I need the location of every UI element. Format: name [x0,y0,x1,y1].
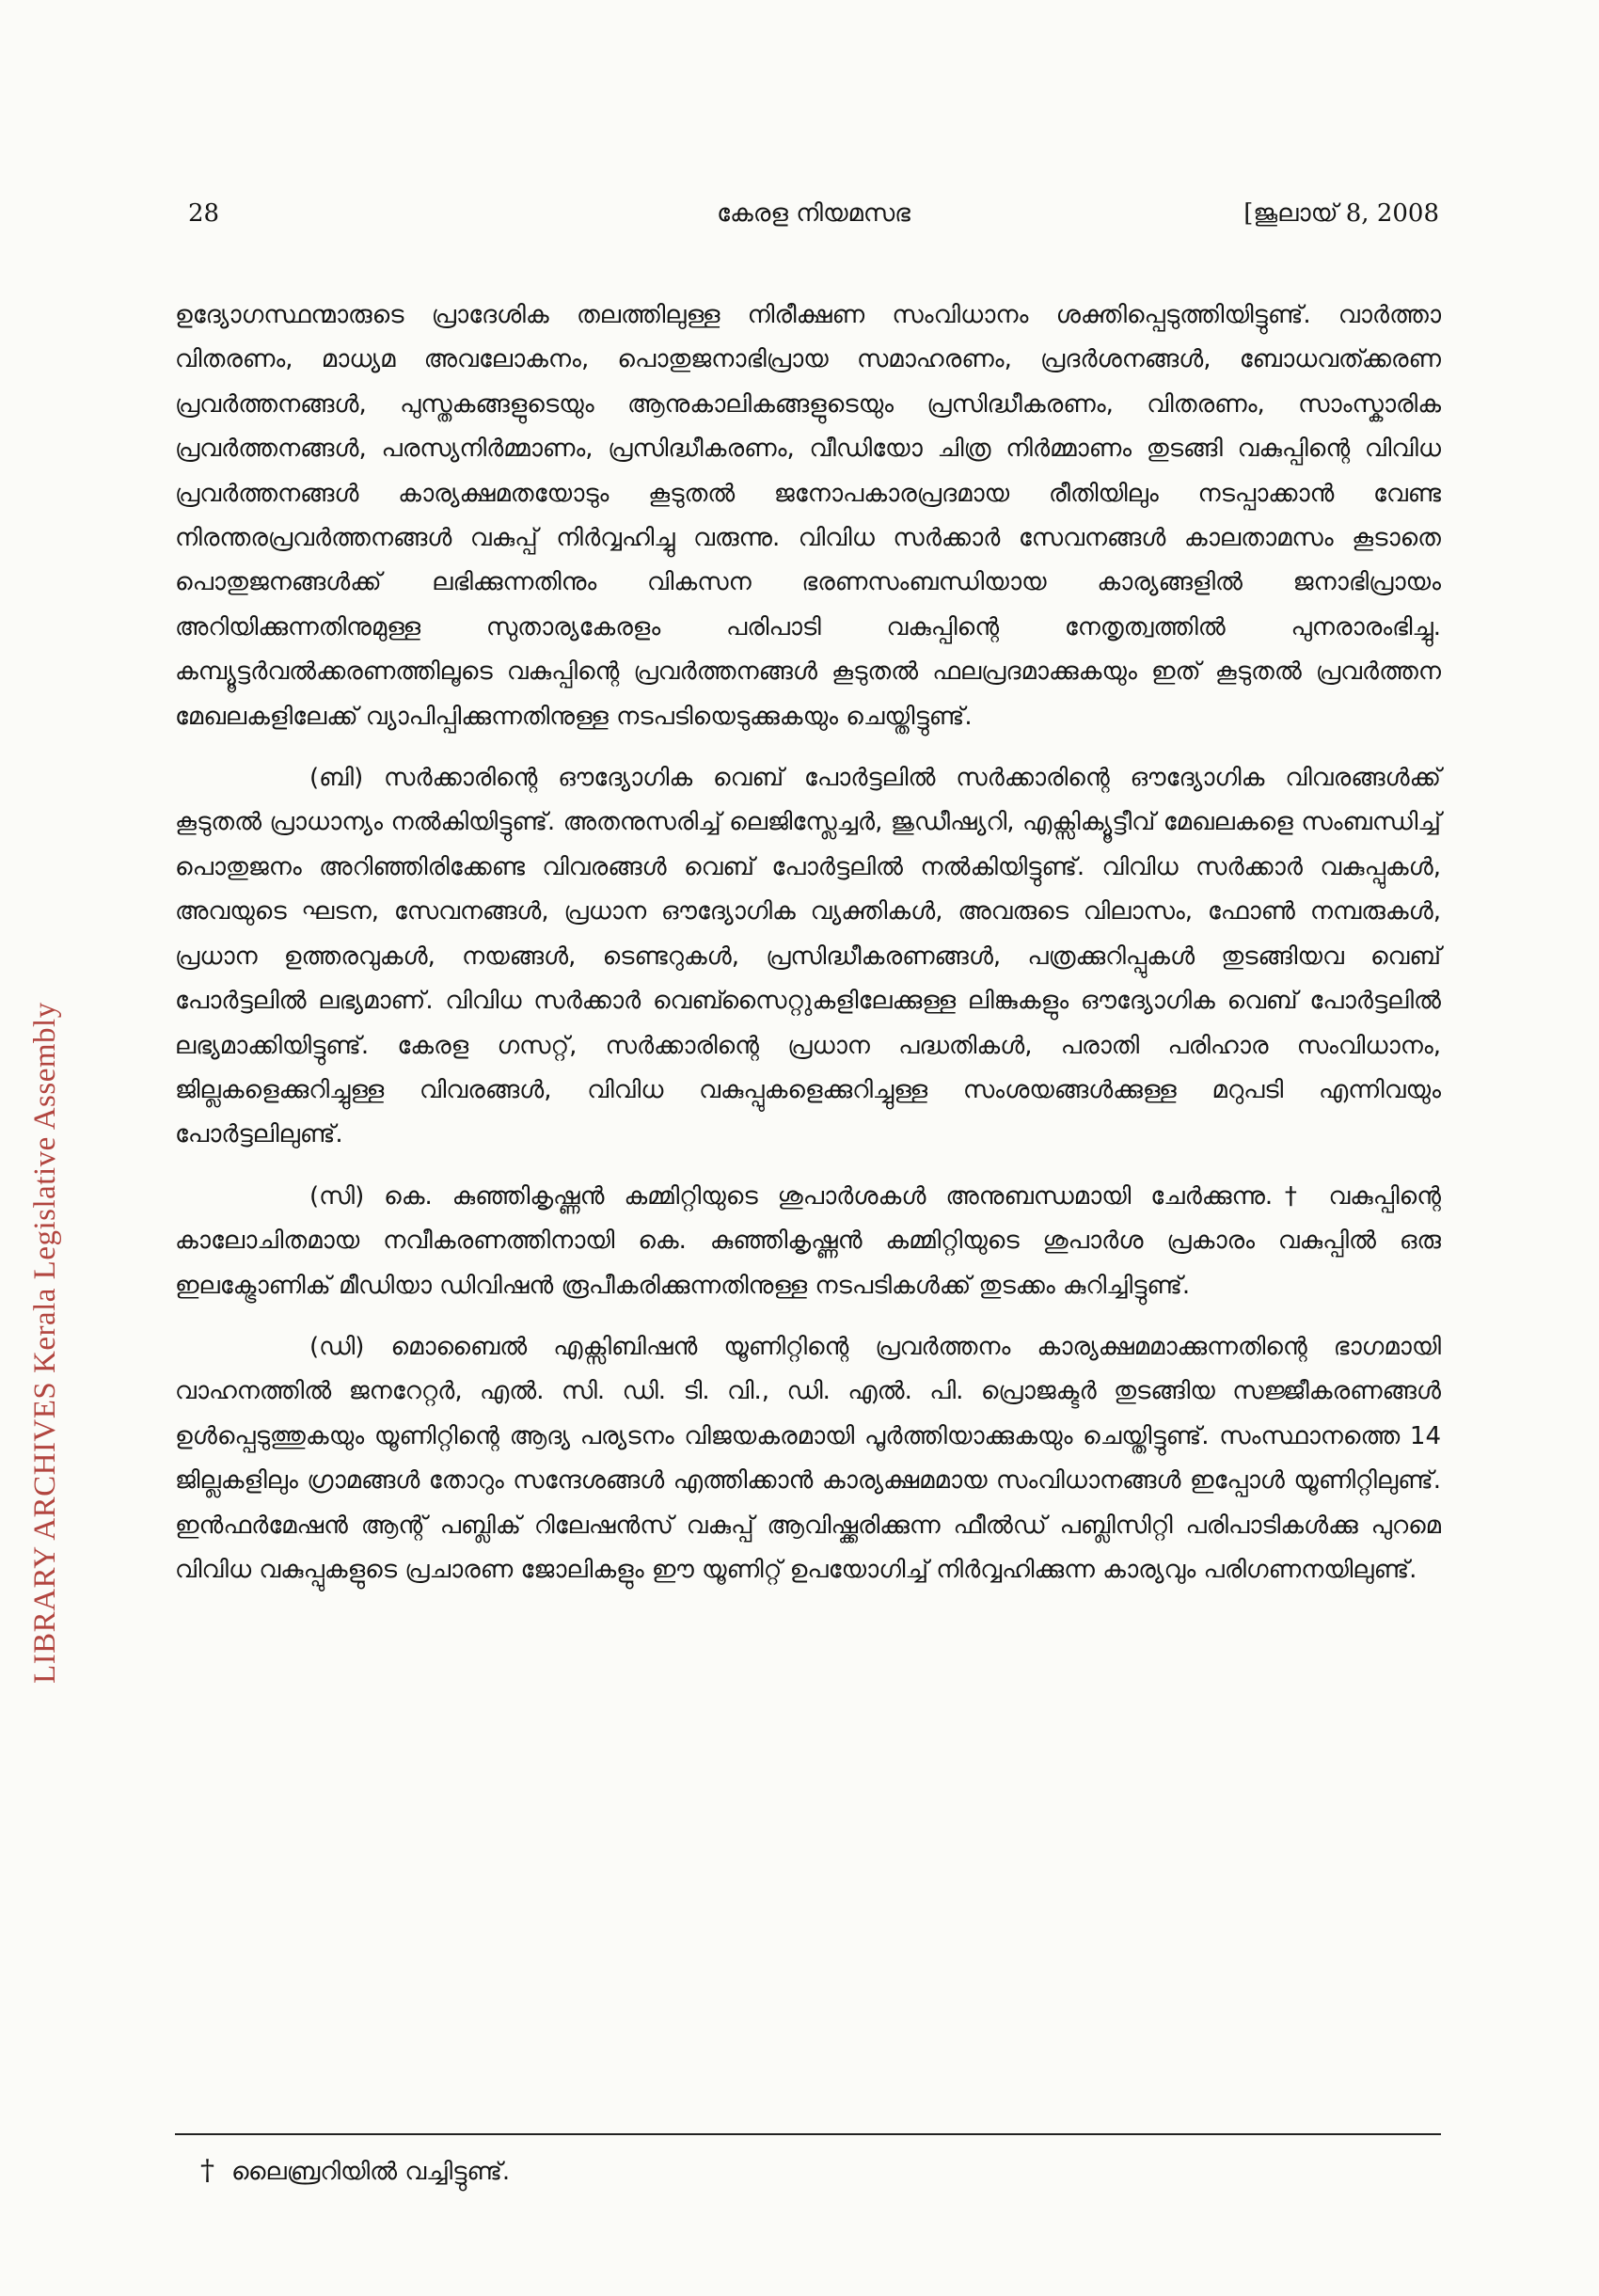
header-date: [ജൂലായ് 8, 2008 [1243,199,1439,228]
dagger-symbol: † [200,2154,214,2187]
paragraph-continuation: ഉദ്യോഗസ്ഥന്മാരുടെ പ്രാദേശിക തലത്തിലുള്ള നിരീക്ഷണ സംവിധാനം ശക്തിപ്പെടുത്തിയിട്ടുണ്ട്. വാർത്താ വിതരണം, മാധ്യമ അവലോകനം, പൊതുജനാഭിപ്രായ സമാഹരണം, പ്രദർശനങ്ങൾ, ബോധവത്ക്കരണ പ്രവർത്തനങ്ങൾ, പുസ്തകങ്ങളുടെയും ആനുകാലികങ്ങളുടെയും പ്രസിദ്ധീകരണം, വിതരണം, സാംസ്കാരിക പ്രവർത്തനങ്ങൾ, പരസ്യനിർമ്മാണം, പ്രസിദ്ധീകരണം, വീഡിയോ ചിത്ര നിർമ്മാണം തുടങ്ങി വകുപ്പിന്റെ വിവിധ പ്രവർത്തനങ്ങൾ കാര്യക്ഷമതയോടും കൂടുതൽ ജനോപകാരപ്രദമായ രീതിയിലും നടപ്പാക്കാൻ വേണ്ട നിരന്തരപ്രവർത്തനങ്ങൾ വകുപ്പ് നിർവ്വഹിച്ചു വരുന്നു. വിവിധ സർക്കാർ സേവനങ്ങൾ കാലതാമസം കൂടാതെ പൊതുജനങ്ങൾക്ക് ലഭിക്കുന്നതിനും വികസന ഭരണസംബന്ധിയായ കാര്യങ്ങളിൽ ജനാഭിപ്രായം അറിയിക്കുന്നതിനുമുള്ള സുതാര്യകേരളം പരിപാടി വകുപ്പിന്റെ നേതൃത്വത്തിൽ പുനരാരംഭിച്ചു. കമ്പ്യൂട്ടർവൽക്കരണത്തിലൂടെ വകുപ്പിന്റെ പ്രവർത്തനങ്ങൾ കൂടുതൽ ഫലപ്രദമാക്കുകയും ഇത് കൂടുതൽ പ്രവർത്തന മേഖലകളിലേക്ക് വ്യാപിപ്പിക്കുന്നതിനുള്ള നടപടിയെടുക്കുകയും ചെയ്തിട്ടുണ്ട്. [175,301,1441,731]
paragraph-c: (സി) കെ. കുഞ്ഞികൃഷ്ണൻ കമ്മിറ്റിയുടെ ശുപാർശകൾ അനുബന്ധമായി ചേർക്കുന്നു.† വകുപ്പിന്റെ കാലോചിതമായ നവീകരണത്തിനായി കെ. കുഞ്ഞികൃഷ്ണൻ കമ്മിറ്റിയുടെ ശുപാർശ പ്രകാരം വകുപ്പിൽ ഒരു ഇലക്ട്രോണിക് മീഡിയാ ഡിവിഷൻ രൂപീകരിക്കുന്നതിനുള്ള നടപടികൾക്ക് തുടക്കം കുറിച്ചിട്ടുണ്ട്. [175,1181,1441,1300]
footnote [200,2154,510,2187]
footnote-text: ലൈബ്രറിയിൽ വച്ചിട്ടുണ്ട്. [231,2158,511,2186]
footnote-divider [175,2133,1441,2135]
paragraph-d: (ഡി) മൊബൈൽ എക്സിബിഷൻ യൂണിറ്റിന്റെ പ്രവർത്തനം കാര്യക്ഷമമാക്കുന്നതിന്റെ ഭാഗമായി വാഹനത്തിൽ ജനറേറ്റർ, എൽ. സി. ഡി. ടി. വി., ഡി. എൽ. പി. പ്രൊജക്ടർ തുടങ്ങിയ സജ്ജീകരണങ്ങൾ ഉൾപ്പെടുത്തുകയും യൂണിറ്റിന്റെ ആദ്യ പര്യടനം വിജയകരമായി പൂർത്തിയാക്കുകയും ചെയ്തിട്ടുണ്ട്. സംസ്ഥാനത്തെ 14 ജില്ലകളിലും ഗ്രാമങ്ങൾ തോറും സന്ദേശങ്ങൾ എത്തിക്കാൻ കാര്യക്ഷമമായ സംവിധാനങ്ങൾ ഇപ്പോൾ യൂണിറ്റിലുണ്ട്. ഇൻഫർമേഷൻ ആന്റ് പബ്ലിക് റിലേഷൻസ് വകുപ്പ് ആവിഷ്ക്കരിക്കുന്ന ഫീൽഡ് പബ്ലിസിറ്റി പരിപാടികൾക്കു പുറമെ വിവിധ വകുപ്പുകളുടെ പ്രചാരണ ജോലികളും ഈ യൂണിറ്റ് ഉപയോഗിച്ച് നിർവ്വഹിക്കുന്ന കാര്യവും പരിഗണനയിലുണ്ട്. [175,1332,1441,1584]
body-text [175,293,1441,1592]
paragraph-b: (ബി) സർക്കാരിന്റെ ഔദ്യോഗിക വെബ് പോർട്ടലിൽ സർക്കാരിന്റെ ഔദ്യോഗിക വിവരങ്ങൾക്ക് കൂടുതൽ പ്രാധാന്യം നൽകിയിട്ടുണ്ട്. അതനുസരിച്ച് ലെജിസ്ലേച്ചർ, ജുഡീഷ്യറി, എക്സിക്യൂട്ടീവ് മേഖലകളെ സംബന്ധിച്ച് പൊതുജനം അറിഞ്ഞിരിക്കേണ്ട വിവരങ്ങൾ വെബ് പോർട്ടലിൽ നൽകിയിട്ടുണ്ട്. വിവിധ സർക്കാർ വകുപ്പുകൾ, അവയുടെ ഘടന, സേവനങ്ങൾ, പ്രധാന ഔദ്യോഗിക വ്യക്തികൾ, അവരുടെ വിലാസം, ഫോൺ നമ്പരുകൾ, പ്രധാന ഉത്തരവുകൾ, നയങ്ങൾ, ടെണ്ടറുകൾ, പ്രസിദ്ധീകരണങ്ങൾ, പത്രക്കുറിപ്പുകൾ തുടങ്ങിയവ വെബ് പോർട്ടലിൽ ലഭ്യമാണ്. വിവിധ സർക്കാർ വെബ്സൈറ്റുകളിലേക്കുള്ള ലിങ്കുകളും ഔദ്യോഗിക വെബ് പോർട്ടലിൽ ലഭ്യമാക്കിയിട്ടുണ്ട്. കേരള ഗസറ്റ്, സർക്കാരിന്റെ പ്രധാന പദ്ധതികൾ, പരാതി പരിഹാര സംവിധാനം, ജില്ലകളെക്കുറിച്ചുള്ള വിവരങ്ങൾ, വിവിധ വകുപ്പുകളെക്കുറിച്ചുള്ള സംശയങ്ങൾക്കുള്ള മറുപടി എന്നിവയും പോർട്ടലിലുണ്ട്. [175,764,1441,1149]
running-title: കേരള നിയമസഭ [717,199,910,228]
page-header [188,199,1439,246]
page-number: 28 [188,199,220,228]
archive-watermark: LIBRARY ARCHIVES Kerala Legislative Assembly [28,1002,62,1684]
